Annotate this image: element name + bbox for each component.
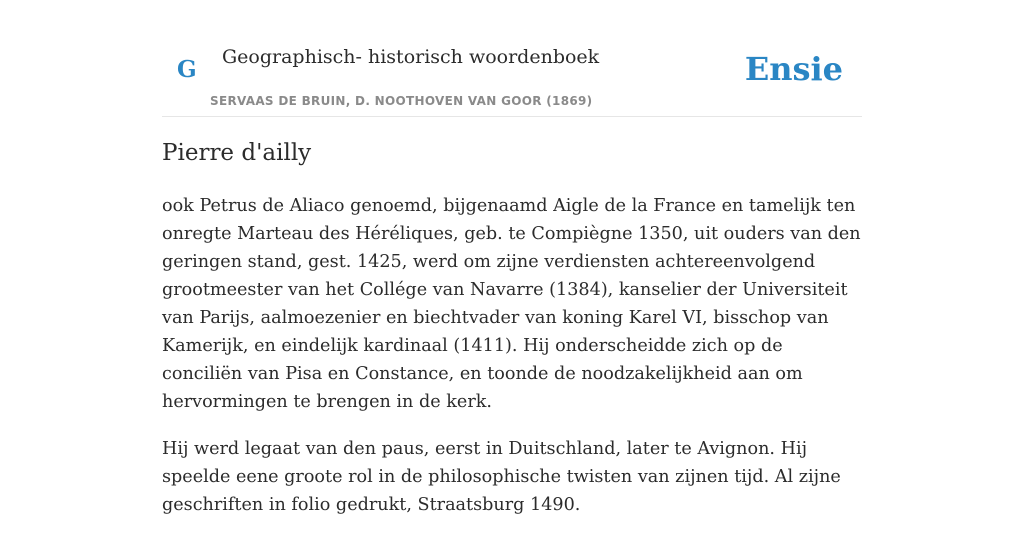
ensie-logo-link[interactable]: Ensie <box>744 50 843 88</box>
book-title-link[interactable]: Geographisch- historisch woordenboek <box>222 46 600 68</box>
entry-title: Pierre d'ailly <box>162 140 312 166</box>
entry-paragraph: Hij werd legaat van den paus, eerst in Duitschland, later te Avignon. Hij speelde eene groote rol in de philosophische twisten van zijnen tijd. Al zijne geschriften in folio gedrukt, Straatsburg 1490. <box>162 439 841 515</box>
book-author: SERVAAS DE BRUIN, D. NOOTHOVEN VAN GOOR (1869) <box>210 94 593 108</box>
entry-body <box>162 192 862 538</box>
book-letter-icon[interactable]: G <box>177 56 197 83</box>
entry-paragraph: ook Petrus de Aliaco genoemd, bijgenaamd Aigle de la France en tamelijk ten onregte Marteau des Héréliques, geb. te Compiègne 1350, uit ouders van den geringen stand, gest. 1425, werd om zijne verdiensten achtereenvolgend grootmeester van het Collége van Navarre (1384), kanselier der Universiteit van Parijs, aalmoezenier en biechtvader van koning Karel VI, bisschop van Kamerijk, en eindelijk kardinaal (1411). Hij onderscheidde zich op de conciliën van Pisa en Constance, en toonde de noodzakelijkheid aan om hervormingen te brengen in de kerk. <box>162 196 861 412</box>
book-header <box>162 0 862 117</box>
page-container <box>162 0 862 515</box>
